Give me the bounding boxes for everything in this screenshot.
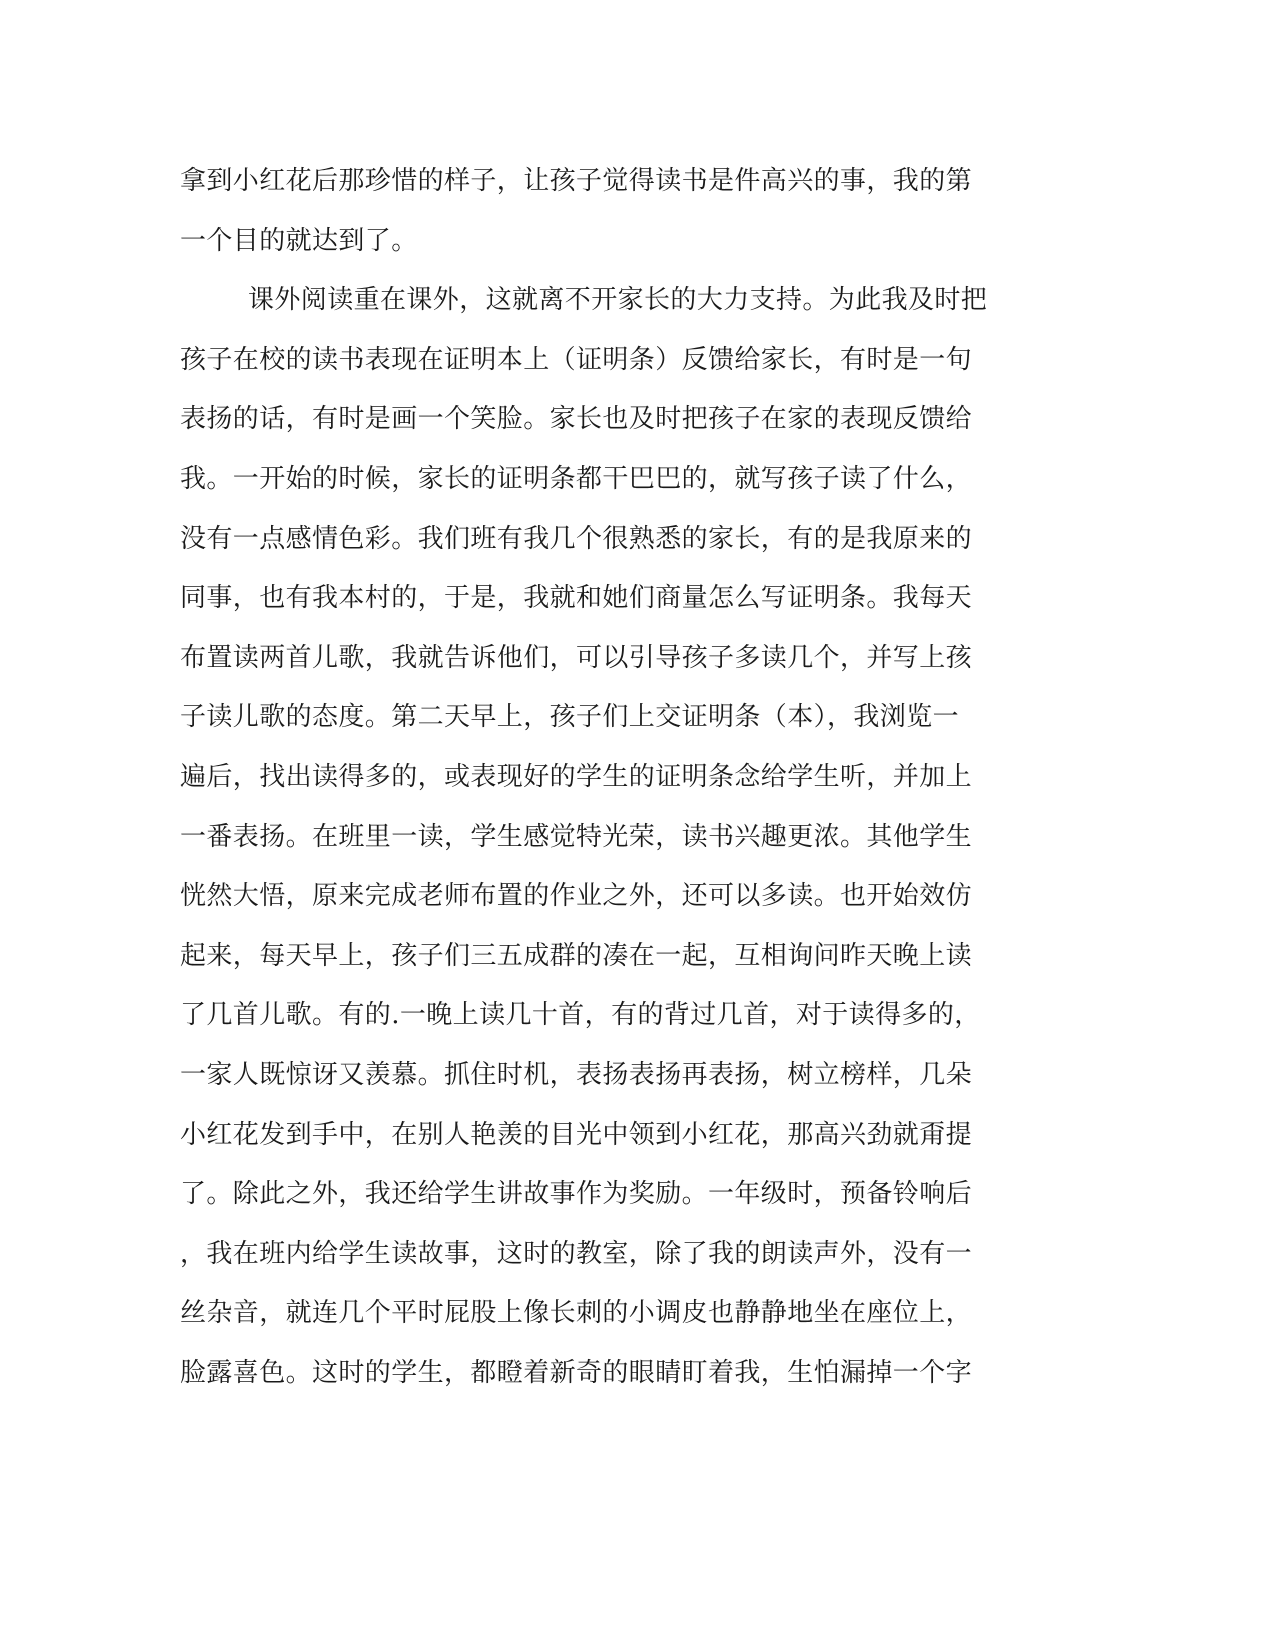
text-line: 表扬的话，有时是画一个笑脸。家长也及时把孩子在家的表现反馈给 [180, 404, 973, 435]
text-line: 小红花发到手中，在别人艳羡的目光中领到小红花，那高兴劲就甭提 [180, 1119, 973, 1150]
text-line: 一家人既惊讶又羡慕。抓住时机，表扬表扬再表扬，树立榜样，几朵 [180, 1059, 973, 1090]
text-line: 子读儿歌的态度。第二天早上，孩子们上交证明条（本），我浏览一 [180, 702, 960, 733]
text-line: 我。一开始的时候，家长的证明条都干巴巴的，就写孩子读了什么， [180, 463, 973, 494]
paragraph-first-line: 课外阅读重在课外，这就离不开家长的大力支持。为此我及时把 [248, 285, 988, 316]
text-line: 布置读两首儿歌，我就告诉他们，可以引导孩子多读几个，并写上孩 [180, 642, 973, 673]
text-line: 遍后，找出读得多的，或表现好的学生的证明条念给学生听，并加上 [180, 761, 973, 792]
text-line: 同事，也有我本村的，于是，我就和她们商量怎么写证明条。我每天 [180, 583, 973, 614]
text-line: 没有一点感情色彩。我们班有我几个很熟悉的家长，有的是我原来的 [180, 523, 973, 554]
text-line: 一番表扬。在班里一读，学生感觉特光荣，读书兴趣更浓。其他学生 [180, 821, 973, 852]
text-line: 脸露喜色。这时的学生，都瞪着新奇的眼睛盯着我，生怕漏掉一个字 [180, 1357, 973, 1388]
text-line: 了。除此之外，我还给学生讲故事作为奖励。一年级时，预备铃响后 [180, 1179, 973, 1210]
text-line: 起来，每天早上，孩子们三五成群的凑在一起，互相询问昨天晚上读 [180, 940, 973, 971]
text-body [180, 152, 1060, 1403]
text-line: 拿到小红花后那珍惜的样子，让孩子觉得读书是件高兴的事，我的第 [180, 166, 973, 196]
text-line: 一个目的就达到了。 [180, 225, 418, 256]
text-line: ，我在班内给学生读故事，这时的教室，除了我的朗读声外，没有一 [180, 1238, 973, 1269]
text-line: 孩子在校的读书表现在证明本上（证明条）反馈给家长，有时是一句 [180, 344, 973, 375]
text-line: 了几首儿歌。有的.一晚上读几十首，有的背过几首，对于读得多的， [180, 1000, 981, 1031]
text-line: 恍然大悟，原来完成老师布置的作业之外，还可以多读。也开始效仿 [180, 881, 973, 912]
text-line: 丝杂音，就连几个平时屁股上像长刺的小调皮也静静地坐在座位上， [180, 1298, 973, 1329]
